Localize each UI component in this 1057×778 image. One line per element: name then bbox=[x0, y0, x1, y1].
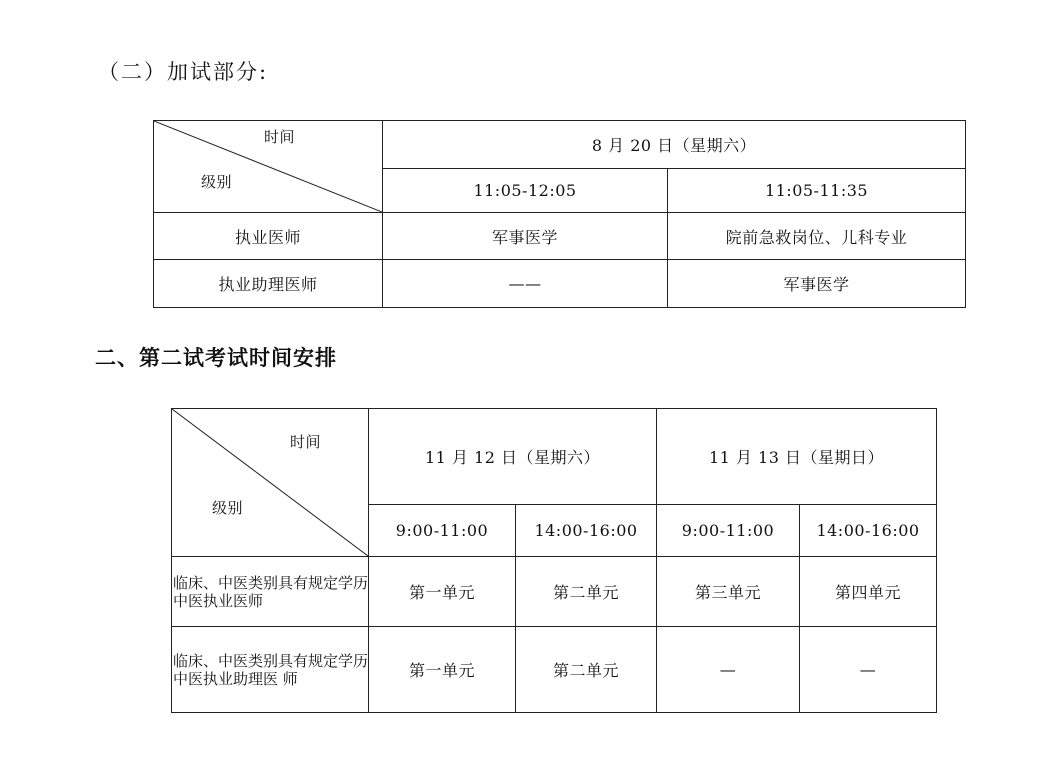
table-cell: 院前急救岗位、儿科专业 bbox=[668, 213, 966, 260]
table-row bbox=[172, 627, 937, 713]
table-cell: 第四单元 bbox=[800, 557, 937, 627]
header-slot: 11:05-12:05 bbox=[383, 169, 668, 213]
table-cell: — bbox=[800, 627, 937, 713]
row-level: 临床、中医类别具有规定学历中医执业助理医 师 bbox=[172, 627, 369, 713]
header-date: 11 月 13 日（星期日） bbox=[657, 409, 937, 505]
header-date: 11 月 12 日（星期六） bbox=[369, 409, 657, 505]
table-row bbox=[154, 260, 966, 308]
table-corner-header bbox=[172, 409, 369, 557]
table-cell: 军事医学 bbox=[668, 260, 966, 308]
header-slot: 11:05-11:35 bbox=[668, 169, 966, 213]
row-level: 执业医师 bbox=[154, 213, 383, 260]
section-heading-addon-exam: （二）加试部分: bbox=[98, 60, 269, 84]
table-cell: —— bbox=[383, 260, 668, 308]
table-cell: 第二单元 bbox=[516, 627, 657, 713]
header-time-label: 时间 bbox=[264, 128, 296, 146]
header-slot: 9:00-11:00 bbox=[657, 505, 800, 557]
second-exam-schedule-table bbox=[171, 408, 937, 713]
header-date: 8 月 20 日（星期六） bbox=[383, 121, 966, 169]
table-cell: 第一单元 bbox=[369, 557, 516, 627]
diagonal-line bbox=[172, 409, 368, 556]
header-slot: 14:00-16:00 bbox=[516, 505, 657, 557]
row-level: 临床、中医类别具有规定学历中医执业医师 bbox=[172, 557, 369, 627]
table-corner-header bbox=[154, 121, 383, 213]
table-cell: 第三单元 bbox=[657, 557, 800, 627]
row-level: 执业助理医师 bbox=[154, 260, 383, 308]
table-cell: 第二单元 bbox=[516, 557, 657, 627]
header-level-label: 级别 bbox=[212, 499, 244, 517]
section-heading-second-exam: 二、第二试考试时间安排 bbox=[95, 346, 337, 370]
header-level-label: 级别 bbox=[201, 173, 233, 191]
header-slot: 9:00-11:00 bbox=[369, 505, 516, 557]
header-slot: 14:00-16:00 bbox=[800, 505, 937, 557]
table-row bbox=[154, 213, 966, 260]
table-cell: 第一单元 bbox=[369, 627, 516, 713]
table-cell: — bbox=[657, 627, 800, 713]
addon-exam-schedule-table bbox=[153, 120, 966, 308]
table-cell: 军事医学 bbox=[383, 213, 668, 260]
header-time-label: 时间 bbox=[290, 433, 322, 451]
table-row bbox=[172, 557, 937, 627]
